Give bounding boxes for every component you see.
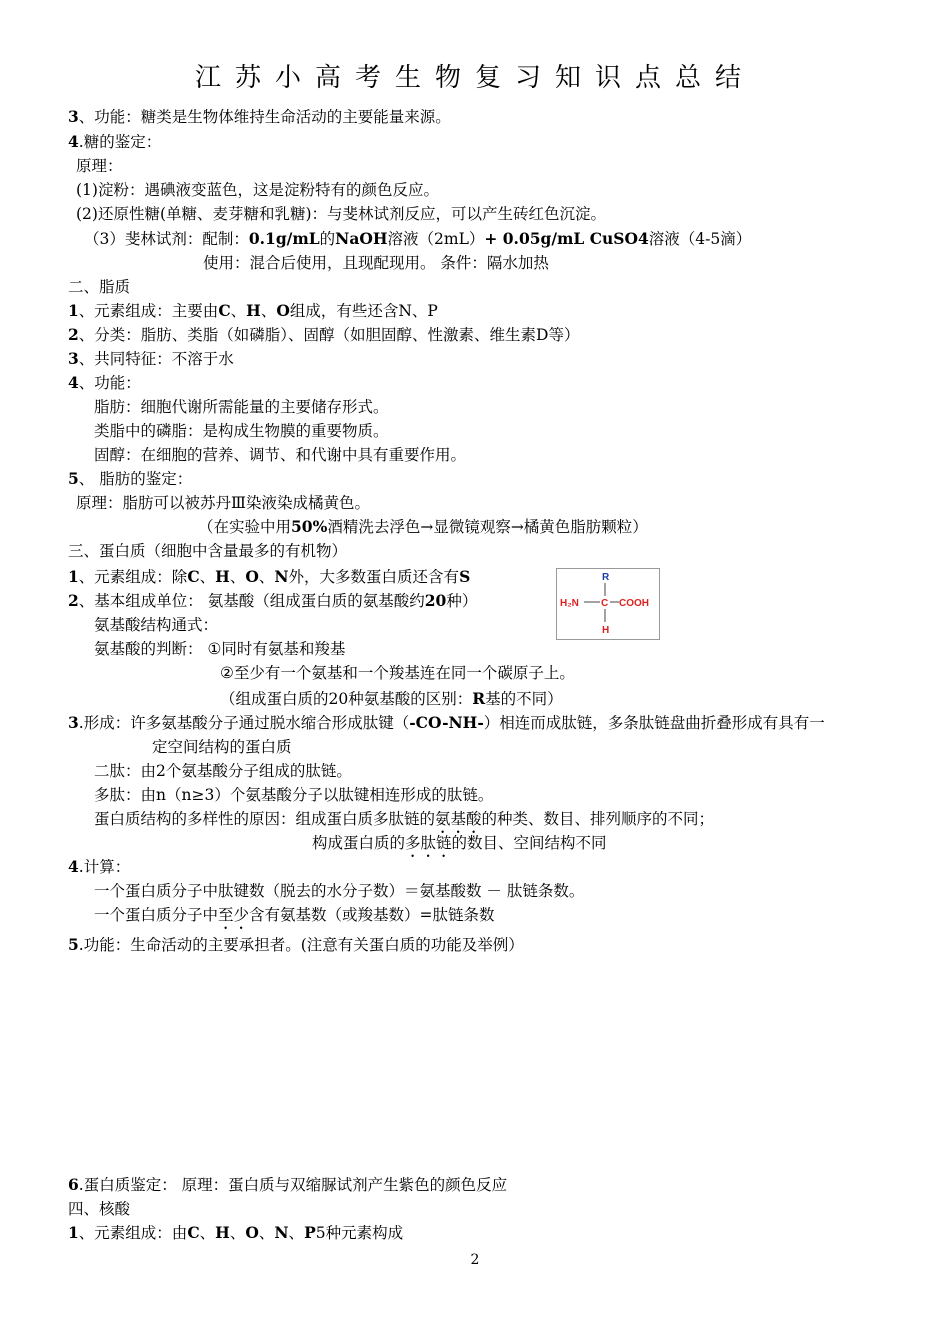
line-amino-criteria-2: ②至少有一个氨基和一个羧基连在同一个碳原子上。 <box>220 664 575 682</box>
line-sugar-function: 3、功能：糖类是生物体维持生命活动的主要能量来源。 <box>68 107 451 126</box>
line-amino-group-count: 一个蛋白质分子中至少含有氨基数（或羧基数）=肽链条数 <box>94 906 495 924</box>
line-lipid-function: 4、功能： <box>68 373 141 392</box>
line-lipid-classes: 2、分类：脂肪、类脂（如磷脂）、固醇（如胆固醇、性激素、维生素D等） <box>68 325 580 344</box>
line-protein-function: 5.功能：生命活动的主要承担者。(注意有关蛋白质的功能及举例） <box>68 935 524 954</box>
line-protein-test: 6.蛋白质鉴定： 原理：蛋白质与双缩脲试剂产生紫色的颜色反应 <box>68 1175 508 1194</box>
line-polypeptide: 多肽：由n（n≥3）个氨基酸分子以肽键相连形成的肽链。 <box>94 786 494 804</box>
line-fehling-reagent: （3）斐林试剂：配制：0.1g/mL的NaOH溶液（2mL）+ 0.05g/mL CuSO4溶液（4-5滴） <box>84 229 752 248</box>
line-amino-unit: 2、基本组成单位： 氨基酸（组成蛋白质的氨基酸约20种） <box>68 591 478 610</box>
line-lipid-elements: 1、元素组成：主要由C、H、O组成，有些还含N、P <box>68 301 438 320</box>
line-r-group-note: （组成蛋白质的20种氨基酸的区别：R基的不同） <box>220 689 563 708</box>
formula-r-group: R <box>602 572 610 583</box>
line-diversity-reason: 蛋白质结构的多样性的原因：组成蛋白质多肽链的氨基酸的种类、数目、排列顺序的不同； <box>94 810 715 828</box>
section-nucleic-acid: 四、核酸 <box>68 1200 131 1218</box>
line-protein-elements: 1、元素组成：除C、H、O、N外，大多数蛋白质还含有S <box>68 567 471 586</box>
line-nucleic-elements: 1、元素组成：由C、H、O、N、P5种元素构成 <box>68 1223 404 1242</box>
line-experiment-note: （在实验中用50%酒精洗去浮色→显微镜观察→橘黄色脂肪颗粒） <box>198 517 648 536</box>
line-sudan: 原理：脂肪可以被苏丹Ⅲ染液染成橘黄色。 <box>76 494 370 512</box>
line-protein-formation-cont: 定空间结构的蛋白质 <box>152 738 292 756</box>
line-calculation: 4.计算： <box>68 857 131 876</box>
line-peptide-bond-count: 一个蛋白质分子中肽键数（脱去的水分子数）＝氨基酸数 － 肽链条数。 <box>94 882 585 900</box>
line-protein-formation: 3.形成：许多氨基酸分子通过脱水缩合形成肽键（-CO-NH-）相连而成肽链，多条肽链盘曲折叠形成有具有一 <box>68 713 825 732</box>
line-starch: (1)淀粉：遇碘液变蓝色，这是淀粉特有的颜色反应。 <box>76 181 439 199</box>
line-fat-test: 5、 脂肪的鉴定： <box>68 469 193 488</box>
line-fat: 脂肪：细胞代谢所需能量的主要储存形式。 <box>94 398 389 416</box>
line-diversity-reason-2: 构成蛋白质的多肽链的数目、空间结构不同 <box>312 834 607 852</box>
section-lipid: 二、脂质 <box>68 278 131 296</box>
formula-amino-group: H₂N <box>560 598 579 609</box>
line-sugar-test: 4.糖的鉴定： <box>68 132 162 151</box>
formula-hydrogen: H <box>602 625 610 636</box>
line-phospholipid: 类脂中的磷脂：是构成生物膜的重要物质。 <box>94 422 389 440</box>
line-dipeptide: 二肽：由2个氨基酸分子组成的肽链。 <box>94 762 352 780</box>
line-reducing-sugar: (2)还原性糖(单糖、麦芽糖和乳糖)：与斐林试剂反应，可以产生砖红色沉淀。 <box>76 205 607 223</box>
line-lipid-feature: 3、共同特征：不溶于水 <box>68 349 234 368</box>
section-protein: 三、蛋白质（细胞中含量最多的有机物） <box>68 542 348 560</box>
amino-acid-structure-diagram <box>557 569 659 639</box>
line-amino-formula-label: 氨基酸结构通式： <box>94 616 219 634</box>
formula-carboxyl-group: COOH <box>619 598 649 609</box>
line-amino-criteria: 氨基酸的判断： ①同时有氨基和羧基 <box>94 640 346 658</box>
line-fehling-usage: 使用：混合后使用，且现配现用。 条件：隔水加热 <box>203 254 549 272</box>
page-title: 江苏小高考生物复习知识点总结 <box>194 63 755 93</box>
page-number: 2 <box>470 1252 480 1268</box>
formula-central-carbon: C <box>601 598 609 609</box>
line-principle: 原理： <box>76 157 123 175</box>
line-sterol: 固醇：在细胞的营养、调节、和代谢中具有重要作用。 <box>94 446 467 464</box>
amino-acid-formula <box>556 568 660 640</box>
